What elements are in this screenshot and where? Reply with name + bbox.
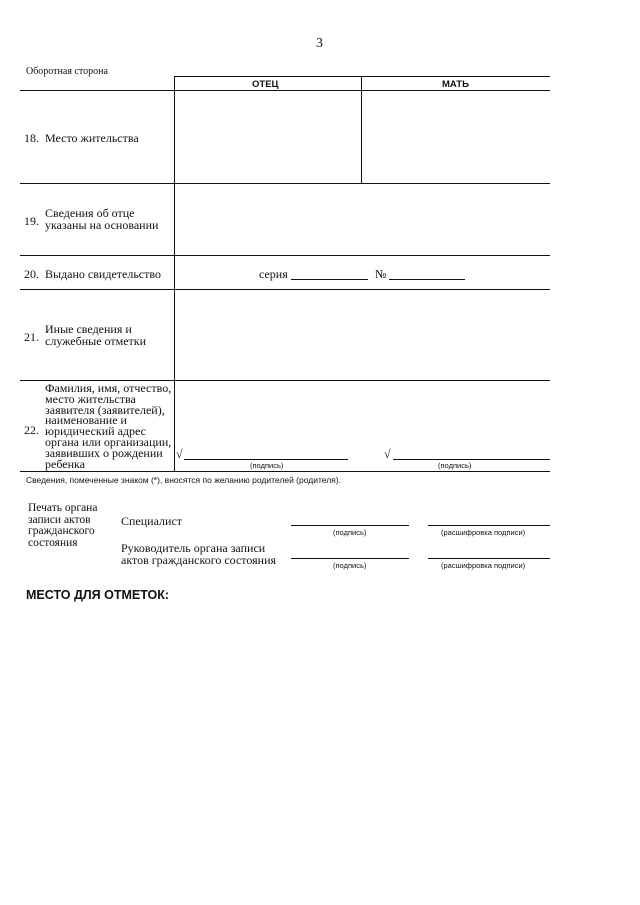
- row21-number: 21.: [24, 330, 39, 344]
- optional-fields-note: Сведения, помеченные знаком (*), вносятся по желанию родителей (родителя).: [26, 475, 341, 485]
- row20-number: 20.: [24, 267, 39, 281]
- specialist-label: Специалист: [121, 514, 183, 528]
- row21-label: [45, 324, 146, 347]
- specialist-signature-caption: (подпись): [333, 528, 367, 537]
- father-check-mark: √: [176, 447, 183, 461]
- specialist-decode-field[interactable]: [428, 525, 550, 526]
- marks-area[interactable]: [26, 606, 550, 886]
- row22-label-line: заявивших о рождении: [45, 445, 163, 460]
- row19-label-line2: указаны на основании: [45, 217, 159, 232]
- head-label-line1: Руководитель органа записи: [121, 541, 266, 555]
- table-bottom-line: [20, 471, 550, 472]
- row22-label-line: юридический адрес: [45, 424, 146, 439]
- row19-label: [45, 208, 158, 231]
- father-signature-field[interactable]: [184, 459, 348, 460]
- stamp-label-line: состояния: [28, 536, 78, 549]
- row21-label-line2: служебные отметки: [45, 333, 147, 348]
- stamp-label-line: Печать органа: [28, 502, 98, 514]
- row22-label-line: ребенка: [45, 456, 85, 471]
- certificate-number-label: №: [375, 267, 387, 281]
- page-number: 3: [316, 36, 323, 51]
- head-decode-field[interactable]: [428, 558, 550, 559]
- head-label: [121, 543, 276, 566]
- column-header-father: ОТЕЦ: [252, 79, 279, 90]
- row22-label-line: место жительства: [45, 391, 136, 406]
- stamp-label-line: гражданского: [28, 525, 95, 537]
- row19-value-cell[interactable]: [175, 184, 550, 255]
- specialist-decode-caption: (расшифровка подписи): [441, 528, 526, 537]
- row19-number: 19.: [24, 214, 39, 228]
- stamp-label: [28, 503, 97, 549]
- table-top-line: [174, 76, 550, 77]
- row18-mother-cell[interactable]: [362, 91, 550, 183]
- marks-section-title: МЕСТО ДЛЯ ОТМЕТОК:: [26, 588, 170, 602]
- row20-label: Выдано свидетельство: [45, 267, 161, 281]
- row18-father-cell[interactable]: [175, 91, 361, 183]
- row18-label: Место жительства: [45, 131, 139, 145]
- row22-label-line: органа или организации,: [45, 434, 172, 449]
- mother-signature-caption: (подпись): [438, 461, 472, 470]
- certificate-series-label: серия: [259, 267, 288, 281]
- head-signature-caption: (подпись): [333, 561, 367, 570]
- row21-value-cell[interactable]: [175, 290, 550, 380]
- head-signature-field[interactable]: [291, 558, 409, 559]
- row18-number: 18.: [24, 131, 39, 145]
- certificate-series-field[interactable]: [291, 279, 368, 280]
- row22-label-line: Фамилия, имя, отчество,: [45, 381, 172, 395]
- father-signature-caption: (подпись): [250, 461, 284, 470]
- row22-label: [45, 383, 171, 469]
- head-decode-caption: (расшифровка подписи): [441, 561, 526, 570]
- head-label-line2: актов гражданского состояния: [121, 552, 277, 567]
- row22-label-line: наименование и: [45, 413, 127, 428]
- specialist-signature-field[interactable]: [291, 525, 409, 526]
- certificate-number-field[interactable]: [389, 279, 465, 280]
- mother-signature-field[interactable]: [393, 459, 550, 460]
- stamp-label-line: записи актов: [28, 513, 91, 526]
- row22-number: 22.: [24, 423, 39, 437]
- row22-label-line: заявителя (заявителей),: [45, 402, 165, 417]
- column-header-mother: МАТЬ: [442, 79, 469, 90]
- mother-check-mark: √: [384, 447, 391, 461]
- row19-bottom-line: [20, 255, 550, 256]
- row19-label-line1: Сведения об отце: [45, 206, 135, 220]
- reverse-side-label: Оборотная сторона: [26, 66, 108, 77]
- row21-label-line1: Иные сведения и: [45, 322, 132, 336]
